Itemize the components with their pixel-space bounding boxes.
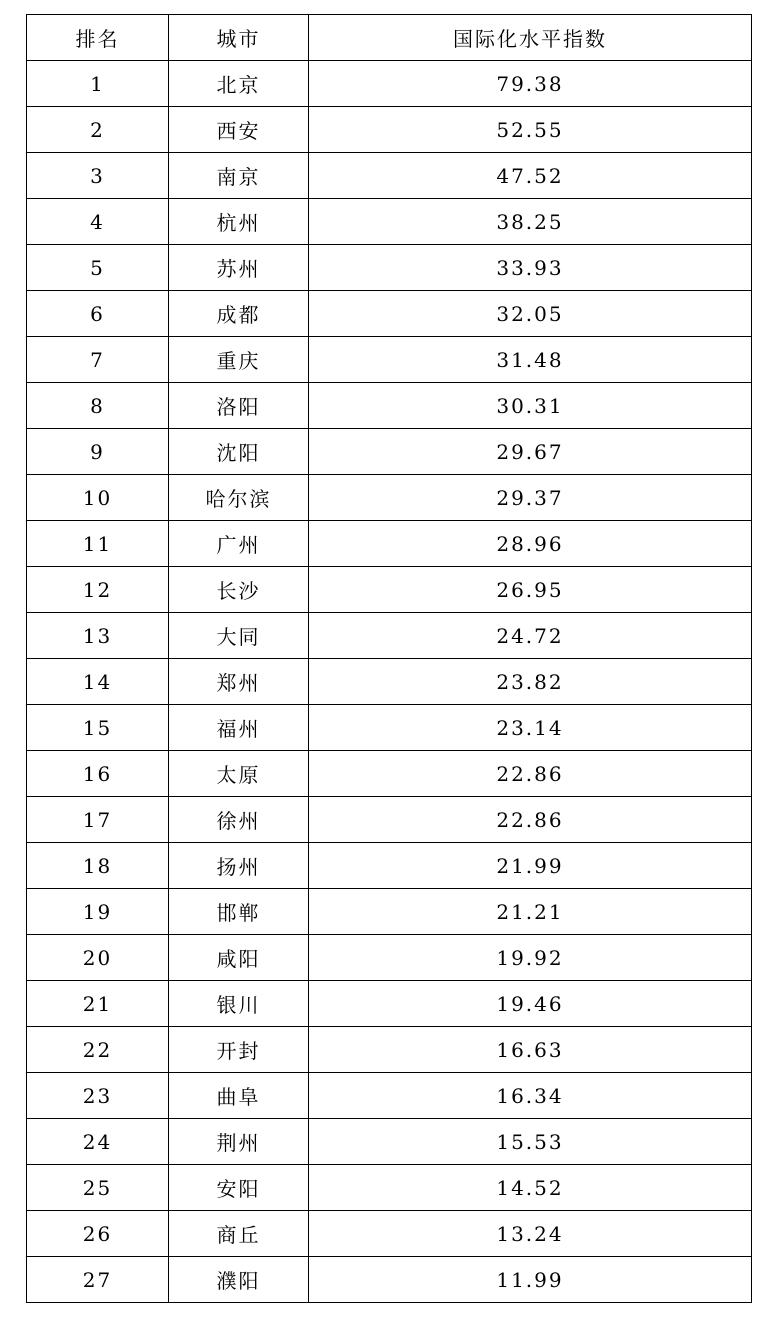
city-ranking-table bbox=[26, 14, 752, 1303]
rank-cell: 16 bbox=[27, 751, 169, 797]
header-rank: 排名 bbox=[27, 15, 169, 61]
score-cell: 31.48 bbox=[309, 337, 752, 383]
table-body bbox=[27, 61, 752, 1303]
score-cell: 15.53 bbox=[309, 1119, 752, 1165]
table-row bbox=[27, 291, 752, 337]
rank-cell: 21 bbox=[27, 981, 169, 1027]
table-row bbox=[27, 659, 752, 705]
rank-cell: 18 bbox=[27, 843, 169, 889]
score-cell: 16.63 bbox=[309, 1027, 752, 1073]
score-cell: 16.34 bbox=[309, 1073, 752, 1119]
table-row bbox=[27, 613, 752, 659]
rank-cell: 11 bbox=[27, 521, 169, 567]
table-row bbox=[27, 981, 752, 1027]
rank-cell: 17 bbox=[27, 797, 169, 843]
city-cell: 大同 bbox=[169, 613, 309, 659]
score-cell: 19.92 bbox=[309, 935, 752, 981]
table-row bbox=[27, 889, 752, 935]
table-row bbox=[27, 1257, 752, 1303]
rank-cell: 5 bbox=[27, 245, 169, 291]
header-score: 国际化水平指数 bbox=[309, 15, 752, 61]
score-cell: 52.55 bbox=[309, 107, 752, 153]
rank-cell: 23 bbox=[27, 1073, 169, 1119]
rank-cell: 2 bbox=[27, 107, 169, 153]
rank-cell: 10 bbox=[27, 475, 169, 521]
score-cell: 19.46 bbox=[309, 981, 752, 1027]
city-cell: 西安 bbox=[169, 107, 309, 153]
table-row bbox=[27, 1073, 752, 1119]
city-cell: 哈尔滨 bbox=[169, 475, 309, 521]
city-cell: 曲阜 bbox=[169, 1073, 309, 1119]
city-cell: 长沙 bbox=[169, 567, 309, 613]
city-cell: 徐州 bbox=[169, 797, 309, 843]
city-cell: 重庆 bbox=[169, 337, 309, 383]
rank-cell: 20 bbox=[27, 935, 169, 981]
rank-cell: 13 bbox=[27, 613, 169, 659]
score-cell: 29.37 bbox=[309, 475, 752, 521]
table-row bbox=[27, 107, 752, 153]
city-cell: 成都 bbox=[169, 291, 309, 337]
city-cell: 太原 bbox=[169, 751, 309, 797]
city-cell: 邯郸 bbox=[169, 889, 309, 935]
score-cell: 13.24 bbox=[309, 1211, 752, 1257]
score-cell: 14.52 bbox=[309, 1165, 752, 1211]
score-cell: 23.82 bbox=[309, 659, 752, 705]
city-cell: 洛阳 bbox=[169, 383, 309, 429]
rank-cell: 6 bbox=[27, 291, 169, 337]
city-cell: 广州 bbox=[169, 521, 309, 567]
score-cell: 28.96 bbox=[309, 521, 752, 567]
score-cell: 21.99 bbox=[309, 843, 752, 889]
rank-cell: 27 bbox=[27, 1257, 169, 1303]
table-header bbox=[27, 15, 752, 61]
score-cell: 79.38 bbox=[309, 61, 752, 107]
table-row bbox=[27, 61, 752, 107]
table-row bbox=[27, 475, 752, 521]
city-cell: 咸阳 bbox=[169, 935, 309, 981]
table-row bbox=[27, 751, 752, 797]
rank-cell: 4 bbox=[27, 199, 169, 245]
score-cell: 47.52 bbox=[309, 153, 752, 199]
rank-cell: 26 bbox=[27, 1211, 169, 1257]
rank-cell: 7 bbox=[27, 337, 169, 383]
city-cell: 福州 bbox=[169, 705, 309, 751]
table-row bbox=[27, 199, 752, 245]
score-cell: 23.14 bbox=[309, 705, 752, 751]
score-cell: 30.31 bbox=[309, 383, 752, 429]
table-row bbox=[27, 935, 752, 981]
table-row bbox=[27, 337, 752, 383]
score-cell: 38.25 bbox=[309, 199, 752, 245]
score-cell: 21.21 bbox=[309, 889, 752, 935]
table-row bbox=[27, 1211, 752, 1257]
city-cell: 北京 bbox=[169, 61, 309, 107]
table-row bbox=[27, 567, 752, 613]
rank-cell: 25 bbox=[27, 1165, 169, 1211]
score-cell: 33.93 bbox=[309, 245, 752, 291]
rank-cell: 19 bbox=[27, 889, 169, 935]
score-cell: 24.72 bbox=[309, 613, 752, 659]
score-cell: 22.86 bbox=[309, 797, 752, 843]
city-cell: 开封 bbox=[169, 1027, 309, 1073]
table-row bbox=[27, 705, 752, 751]
table-row bbox=[27, 429, 752, 475]
rank-cell: 22 bbox=[27, 1027, 169, 1073]
table-row bbox=[27, 1165, 752, 1211]
table-row bbox=[27, 1119, 752, 1165]
rank-cell: 14 bbox=[27, 659, 169, 705]
rank-cell: 15 bbox=[27, 705, 169, 751]
rank-cell: 9 bbox=[27, 429, 169, 475]
score-cell: 11.99 bbox=[309, 1257, 752, 1303]
score-cell: 22.86 bbox=[309, 751, 752, 797]
score-cell: 29.67 bbox=[309, 429, 752, 475]
city-cell: 南京 bbox=[169, 153, 309, 199]
table-row bbox=[27, 843, 752, 889]
header-city: 城市 bbox=[169, 15, 309, 61]
table-row bbox=[27, 1027, 752, 1073]
table-row bbox=[27, 797, 752, 843]
city-cell: 扬州 bbox=[169, 843, 309, 889]
score-cell: 26.95 bbox=[309, 567, 752, 613]
city-cell: 杭州 bbox=[169, 199, 309, 245]
table-row bbox=[27, 153, 752, 199]
header-row bbox=[27, 15, 752, 61]
city-cell: 濮阳 bbox=[169, 1257, 309, 1303]
table-row bbox=[27, 383, 752, 429]
rank-cell: 1 bbox=[27, 61, 169, 107]
rank-cell: 8 bbox=[27, 383, 169, 429]
rank-cell: 3 bbox=[27, 153, 169, 199]
city-cell: 郑州 bbox=[169, 659, 309, 705]
table-row bbox=[27, 245, 752, 291]
score-cell: 32.05 bbox=[309, 291, 752, 337]
rank-cell: 24 bbox=[27, 1119, 169, 1165]
city-cell: 苏州 bbox=[169, 245, 309, 291]
city-cell: 荆州 bbox=[169, 1119, 309, 1165]
table-row bbox=[27, 521, 752, 567]
city-cell: 沈阳 bbox=[169, 429, 309, 475]
city-cell: 安阳 bbox=[169, 1165, 309, 1211]
rank-cell: 12 bbox=[27, 567, 169, 613]
city-cell: 银川 bbox=[169, 981, 309, 1027]
city-cell: 商丘 bbox=[169, 1211, 309, 1257]
